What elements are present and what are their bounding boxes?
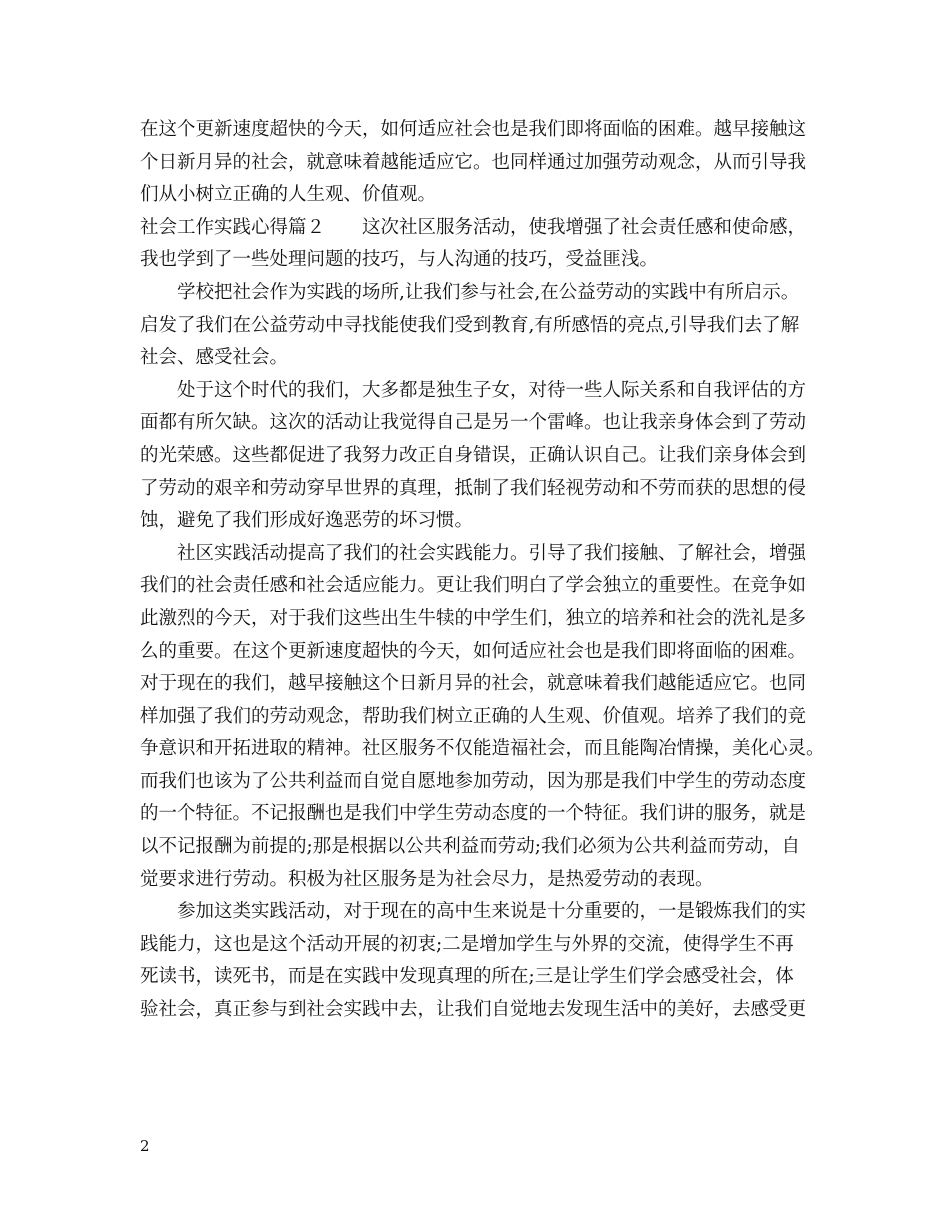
- text-line-26: 践能力，这也是这个活动开展的初衷;二是增加学生与外界的交流，使得学生不再: [140, 933, 794, 955]
- text-line-20: 争意识和开拓进取的精神。社区服务不仅能造福社会，而且能陶冶情操，美化心灵。: [140, 738, 825, 760]
- text-line-14: 社区实践活动提高了我们的社会实践能力。引导了我们接触、了解社会，增强: [177, 542, 807, 564]
- text-line-4: 社会工作实践心得篇２ 这次社区服务活动，使我增强了社会责任感和使命感，: [140, 216, 807, 238]
- text-line-6: 学校把社会作为实践的场所,让我们参与社会,在公益劳动的实践中有所启示。: [177, 281, 800, 303]
- text-line-5: 我也学到了一些处理问题的技巧，与人沟通的技巧，受益匪浅。: [140, 249, 659, 271]
- text-line-12: 了劳动的艰辛和劳动穿早世界的真理，抵制了我们轻视劳动和不劳而获的思想的侵: [140, 477, 807, 499]
- text-line-16: 此激烈的今天，对于我们这些出生牛犊的中学生们，独立的培养和社会的洗礼是多: [140, 607, 807, 629]
- text-line-15: 我们的社会责任感和社会适应能力。更让我们明白了学会独立的重要性。在竞争如: [140, 575, 807, 597]
- text-line-13: 蚀，避免了我们形成好逸恶劳的坏习惯。: [140, 510, 474, 532]
- text-line-23: 以不记报酬为前提的;那是根据以公共利益而劳动;我们必须为公共利益而劳动，自: [140, 836, 800, 858]
- text-line-21: 而我们也该为了公共利益而自觉自愿地参加劳动，因为那是我们中学生的劳动态度: [140, 770, 807, 792]
- text-line-8: 社会、感受社会。: [140, 347, 289, 369]
- text-line-28: 验社会，真正参与到社会实践中去，让我们自觉地去发现生活中的美好，去感受更: [140, 999, 807, 1021]
- text-line-24: 觉要求进行劳动。积极为社区服务是为社会尽力，是热爱劳动的表现。: [140, 868, 714, 890]
- text-line-3: 们从小树立正确的人生观、价值观。: [140, 184, 437, 206]
- text-line-17: 么的重要。在这个更新速度超快的今天，如何适应社会也是我们即将面临的困难。: [140, 640, 807, 662]
- page-number: 2: [140, 1137, 150, 1155]
- text-line-25: 参加这类实践活动，对于现在的高中生来说是十分重要的，一是锻炼我们的实: [177, 901, 807, 923]
- document-body: [140, 114, 825, 1027]
- text-line-9: 处于这个时代的我们，大多都是独生子女，对待一些人际关系和自我评估的方: [177, 379, 807, 401]
- text-line-11: 的光荣感。这些都促进了我努力改正自身错误，正确认识自己。让我们亲身体会到: [140, 444, 807, 466]
- text-line-27: 死读书，读死书，而是在实践中发现真理的所在;三是让学生们学会感受社会，体: [140, 966, 794, 988]
- text-line-18: 对于现在的我们，越早接触这个日新月异的社会，就意味着我们越能适应它。也同: [140, 673, 807, 695]
- text-line-22: 的一个特征。不记报酬也是我们中学生劳动态度的一个特征。我们讲的服务，就是: [140, 803, 807, 825]
- text-line-7: 启发了我们在公益劳动中寻找能使我们受到教育,有所感悟的亮点,引导我们去了解: [140, 314, 800, 336]
- text-line-10: 面都有所欠缺。这次的活动让我觉得自己是另一个雷峰。也让我亲身体会到了劳动: [140, 412, 807, 434]
- text-line-19: 样加强了我们的劳动观念，帮助我们树立正确的人生观、价值观。培养了我们的竞: [140, 705, 807, 727]
- text-line-2: 个日新月异的社会，就意味着越能适应它。也同样通过加强劳动观念，从而引导我: [140, 151, 807, 173]
- text-line-1: 在这个更新速度超快的今天，如何适应社会也是我们即将面临的困难。越早接触这: [140, 119, 807, 140]
